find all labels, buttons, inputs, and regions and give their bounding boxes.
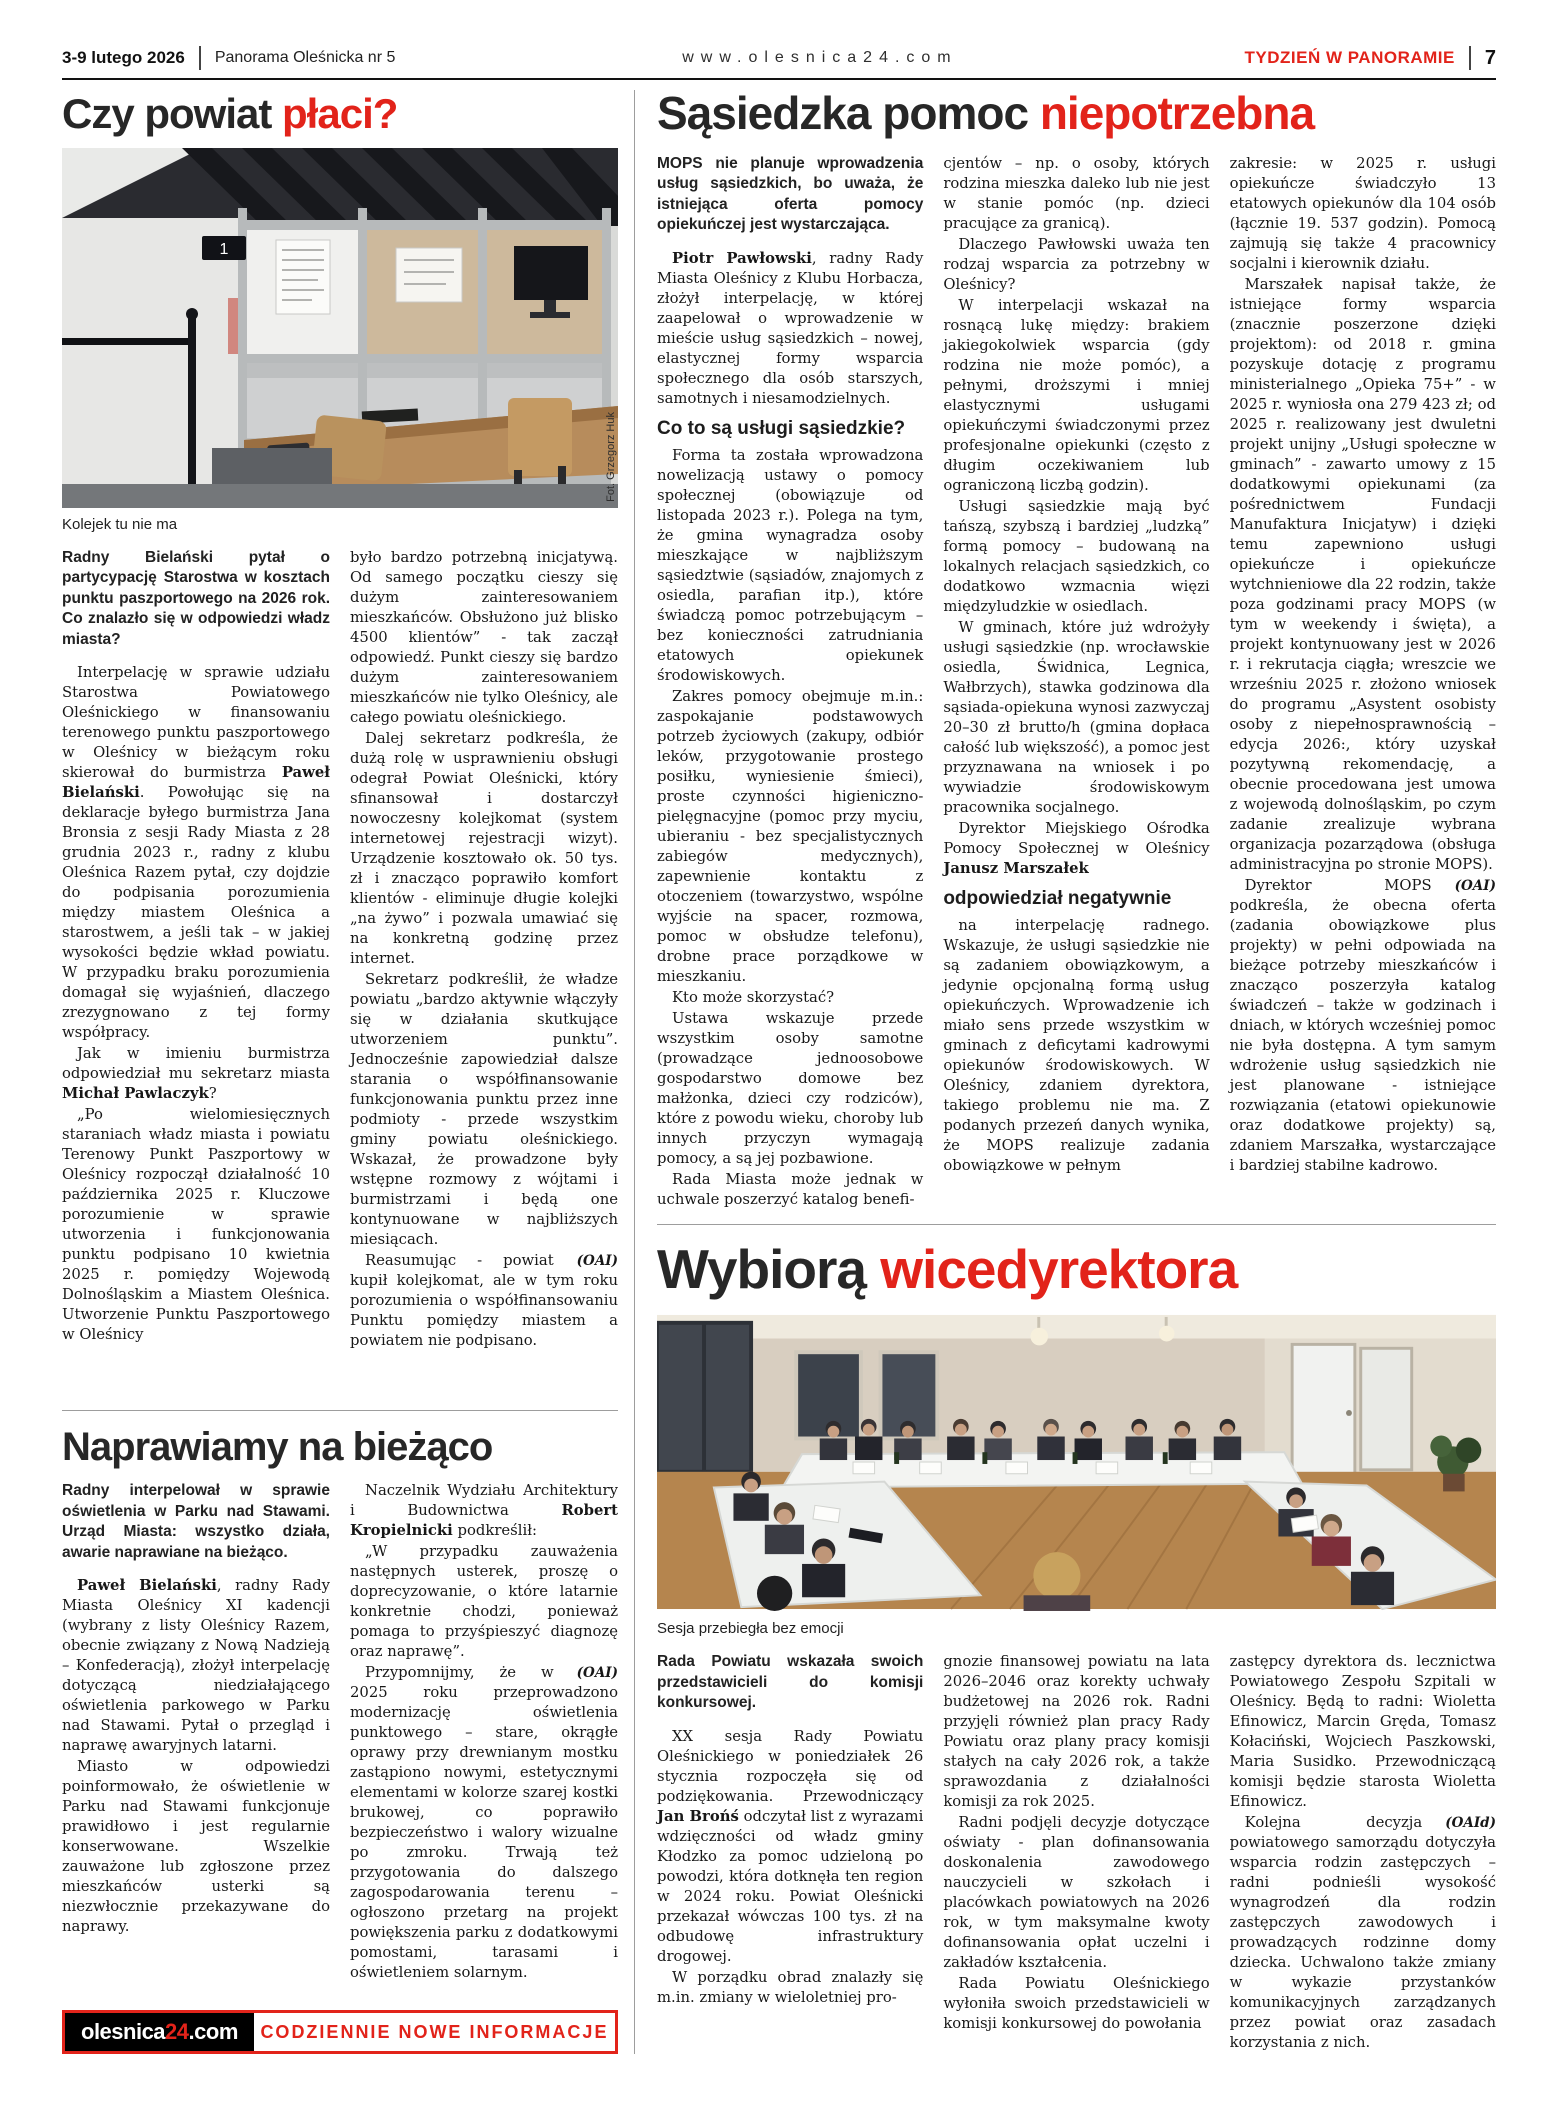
headline-red-part: płaci? [282,90,398,137]
author-sign: (OAI) [576,1252,618,1269]
author-sign: (OAI) [576,1665,618,1681]
article-wybiora [657,1224,1496,2054]
author-sign: (OAId) [1445,1815,1496,1831]
text-run: W porządku obrad znalazły się m.in. zmiany w wieloletniej pro- [657,1968,924,2006]
paragraph [62,1757,330,1937]
paragraph [62,1044,330,1104]
text-run: Ustawa wskazuje przede wszystkim osoby samotne (prowadzące jednoosobowe gospodarstwo domowe bez małżonka, dzieci czy rodziców), które z powodu wieku, choroby lub innych przyczyn wymagają pomocy, a są jej pozbawione. [657,1009,924,1167]
text-run: Kolejna decyzja powiatowego samorządu dotyczyła wsparcia rodzin zastępczych – radni podnieśli wysokość wynagrodzeń dla rodzin zastępczych zawodowych i prowadzących rodzinne domy dziecka. Uchwalono także zmiany w wykazie przystanków komunikacyjnych zarządzanych przez powiat oraz zasadach korzystania z nich. [1229,1814,1496,2051]
text-run: Radni podjęli decyzje dotyczące oświaty - plan dofinansowania doskonalenia zawodowego nauczycieli w szkołach i placówkach powiatowych na 2026 rok, w tym maksymalne kwoty dofinansowania opłat uczelni i zakładów kształcenia. [943,1814,1210,1971]
text-run: Rada Miasta może jednak w uchwale poszerzyć katalog benefi- [657,1170,924,1208]
headline-wybiora [657,1237,1496,1300]
paragraph [1230,1813,1496,2053]
article-lead: Rada Powiatu wskazała swoich przedstawicieli do komisji konkursowej. [657,1653,924,1711]
promo-bar [62,2010,618,2054]
paragraph [1230,1652,1496,1812]
text-run: XX sesja Rady Powiatu Oleśnickiego w poniedziałek 26 stycznia rozpoczęła się od podziękowania. Przewodniczący [657,1727,924,1805]
paragraph [657,1170,923,1210]
paragraph [350,1251,618,1351]
doors [1292,1344,1412,1473]
text-run: na interpelację radnego. Wskazuje, że usługi sąsiedzkie nie są zadaniem obowiązkowym, a jedynie opcjonalną formą usług opiekuńczych. Wprowadzenie ich miało sens przede wszystkim w gminach z deficytami kadrowymi opiekunów środowiskowych. W Oleśnicy, zdaniem dyrektora, takiego problemu nie ma. Z podanych przezeń danych wynika, że MOPS realizuje zadania obowiązkowe w pełnym [943,916,1210,1174]
bold-name: Piotr Pawłowski [672,249,812,267]
article-czy-powiat-columns [62,548,618,1352]
paragraph [657,1968,923,2008]
text-run: Kto może skorzystać? [672,988,835,1006]
article-lead: Radny interpelował w sprawie oświetlenia w Parku nad Stawami. Urząd Miasta: wszystko działa, awarie naprawiane na bieżąco. [62,1482,330,1561]
paragraph [943,497,1209,617]
right-section [635,87,1496,2054]
text-run: Przypomnijmy, że w 2025 roku przeprowadzono modernizację oświetlenia punktowego – stare, okrągłe oprawy przy drewnianym mostku zastąpiono nowymi, estetycznymi elementami w kolorze szarej kostki brukowej, co poprawiło bezpieczeństwo i walory wizualne po zmroku. Trwają też przygotowania do dalszego zagospodarowania terenu – ogłoszono przetarg na projekt powiększenia parku z dodatkowymi pomostami, tarasami i oświetleniem solarnym. [350,1664,618,1981]
photo-credit: Fot. Grzegorz Huk [605,411,617,502]
paragraph [350,970,618,1250]
text-column [350,548,618,1352]
text-run: Marszałek napisał także, że istniejące formy wsparcia (znacznie poszerzone dzięki projektom): od 2018 r. gmina pozyskuje dotację z programu ministerialnego „Opieka 75+” - w 2025 r. wyniosła ona 279 423 zł; od 2025 r. realizowany jest dwuletni projekt unijny „Usługi społeczne w gminach” - zawarto umowy z 15 dodatkowymi opiekunami (za pośrednictwem Fundacji Manufaktura Inicjatyw) i dzięki temu zapewniono usługi opiekuńcze i opiekuńcze wytchnieniowe dla 22 rodzin, także poza godzinami pracy MOPS (w tym w weekendy i święta), a projekt kontynuowany jest w 2026 r. i rekrutacja ciągła; wreszcie we wrześniu 2025 r. złożono wniosek do programu „Asystent osobisty osoby z niepełnosprawnością – edycja 2026:, który uzyskał pozytywną rekomendację, a obecnie procedowana jest umowa z wojewodą dolnośląskim, po czym zadanie zrealizuje wybrana organizacja pozarządowa (obsługa administracyjna po stronie MOPS). [1229,275,1496,873]
text-run: Reasumując - powiat kupił kolejkomat, ale w tym roku porozumienia o współfinansowaniu Punktu pomiędzy miastem a powiatem nie podpisano. [350,1251,618,1349]
text-column [943,154,1209,1177]
queue-number-sign [202,236,246,260]
headline-czy-powiat-placi [62,92,618,136]
article-sasiedzka-columns [657,154,1496,1211]
logo-number: 24 [165,2019,189,2044]
header-divider [1469,46,1471,70]
paragraph [943,235,1209,295]
paragraph [350,548,618,728]
article-lead: MOPS nie planuje wprowadzenia usług sąsiedzkich, bo uważa, że istniejąca oferta pomocy opiekuńczej jest wystarczająca. [657,154,924,234]
paragraph [657,687,923,987]
photo-caption: Kolejek tu nie ma [62,515,178,533]
paragraph [657,1727,923,1967]
text-run: Dalej sekretarz podkreśla, że dużą rolę w usprawnieniu obsługi odegrał Powiat Oleśnicki, który sfinansował i dostarczył nowoczesny kolejkomat (system internetowej rejestracji wizyt). Urządzenie kosztowało ok. 50 tys. zł i znacząco poprawiło komfort klientów - eliminuje długie kolejki „na żywo” i pozwala umawiać się na konkretną godzinę przez internet. [350,729,618,967]
paragraph [943,1652,1209,1812]
paragraph [943,1974,1209,2034]
text-run: Rada Powiatu Oleśnickiego wyłoniła swoich przedstawicieli w komisji konkursowej do powołania [943,1975,1210,2032]
queue-number-text: 1 [219,240,229,258]
text-column [1230,154,1496,1177]
paragraph [943,154,1209,234]
ceiling [657,1315,1496,1339]
bold-name: Paweł Bielański [62,764,330,802]
passport-office-photo-image [62,148,618,508]
issue-title: Panorama Oleśnicka nr 5 [214,49,396,66]
left-section [62,90,635,2054]
paragraph [350,729,618,969]
text-run: podkreślił: [452,1522,537,1539]
paragraph [1230,876,1496,1176]
paragraph [62,1576,330,1756]
text-column [62,1481,330,1938]
headline-red-part: wicedyrektora [880,1237,1238,1300]
page-number: 7 [1484,46,1496,69]
text-run: W gminach, które już wdrożyły usługi sąsiedzkie (np. wrocławskie osiedla, Świdnica, Legnica, Wałbrzych), stawka godzinowa dla sąsiada-opiekuna wynosi zazwyczaj 20–30 zł brutto/h (gmina dopłaca całość lub większość), a pomoc jest przyznawana na wniosek i po wywiadzie środowiskowym pracownika socjalnego. [943,618,1210,816]
paragraph [943,1813,1209,1973]
text-run: Zakres pomocy obejmuje m.in.: zaspokajanie podstawowych potrzeb życiowych (zakupy, odbiór leków, przygotowanie prostego posiłku, wyniesienie śmieci), proste czynności higieniczno-pielęgnacyjne (pomoc przy myciu, ubieraniu - bez specjalistycznych zabiegów medycznych), zapewnienie kontaktu z otoczeniem (towarzystwo, wspólne wyjście na spacer, rozmowa, pomoc w obsłudze telefonu), drobne prace porządkowe w mieszkaniu. [657,687,924,985]
text-column [62,548,330,1347]
text-run: Miasto w odpowiedzi poinformowało, że oświetlenie w Parku nad Stawami funkcjonuje prawidłowo i jest regularnie konserwowane. Wszelkie zauważone lub zgłoszone przez mieszkańców usterki są niezwłocznie przekazywane do naprawy. [62,1758,330,1935]
text-run: Interpelację w sprawie udziału Starostwa Powiatowego Oleśnickiego w finansowaniu terenowego punktu paszportowego w Oleśnicy w bieżącym roku skierował do burmistrza [62,664,330,782]
bold-name: Janusz Marszałek [943,859,1089,877]
text-run: było bardzo potrzebną inicjatywą. Od samego początku cieszy się dużym zainteresowaniem mieszkańców. Obsłużono już blisko 4500 klientów” - tak zaczął odpowiedź. Punkt cieszy się bardzo dużym zainteresowaniem mieszkańców nie tylko Oleśnicy, ale całego powiatu oleśnickiego. [350,548,619,726]
page-header [62,46,1496,80]
text-column [657,154,923,1211]
council-session-photo-image [657,1312,1496,1612]
paragraph [350,1663,618,1983]
text-run: Dyrektor MOPS podkreśla, że obecna oferta (zadania obowiązkowe plus projekty) w pełni odpowiada na bieżące potrzeby mieszkańców i znacząco poszerzyła katalog świadczeń – także w godzinach i dniach, w których wcześniej pomoc nie była dostępna. A tym samym wdrożenie usług sąsiedzkich nie jest planowane - istniejące rozwiązania (etatowi opiekunowie oraz dodatkowe projekty) są, zdaniem Marszałka, wystarczające i bardziej stabilne kadrowo. [1229,876,1496,1174]
paragraph [62,1105,330,1345]
text-run: „Po wielomiesięcznych staraniach władz miasta i powiatu Terenowy Punkt Paszportowy w Oleśnicy rozpoczął działalność 10 października 2025 r. Kluczowe porozumienie w sprawie utworzenia i funkcjonowania punktu podpisano 10 kwietnia 2025 r. pomiędzy Wojewodą Dolnośląskim a Miastem Oleśnica. Utworzenie Punktu Paszportowego w Oleśnicy [62,1106,330,1344]
headline-sasiedzka-pomoc [657,87,1496,139]
issue-date: 3-9 lutego 2026 [62,48,185,67]
logo-text: olesnica [81,2019,166,2044]
text-column [657,1652,923,2009]
text-run: gnozie finansowej powiatu na lata 2026–2046 oraz korekty uchwały budżetowej na 2026 rok. Radni przyjęli również plan pracy Rady Powiatu oraz plany pracy komisji stałych na cały 2026 rok, a także sprawozdania z działalności komisji za rok 2025. [943,1653,1210,1810]
paragraph [943,618,1209,818]
text-run: Usługi sąsiedzkie mają być tańszą, szybszą i bardziej „ludzką” formą pomocy – budowaną na lokalnych relacjach sąsiedzkich, co dodatkowo wzmacnia więzi międzyludzkie w osiedlach. [943,497,1210,615]
paragraph [943,819,1209,879]
text-run: ? [208,1085,217,1103]
text-run: W interpelacji wskazał na rosnącą lukę między: brakiem jakiegokolwiek wsparcia (gdy rodzina nie może pomóc), a pełnymi, droższymi i mniej elastycznymi usługami opiekuńczymi świadczonymi przez profesjonalne opiekunki (często z długim oczekiwaniem lub ograniczoną liczbą godzin). [943,296,1210,494]
article-naprawiamy-columns [62,1481,618,1984]
logo-domain: .com [188,2019,238,2044]
text-column [350,1481,618,1984]
text-run: „W przypadku zauważenia następnych usterek, proszę o doprecyzowanie, o które latarnie konkretnie chodzi, ponieważ pomaga to przyśpieszyć diagnozę oraz naprawę”. [350,1543,618,1660]
headline-black-part: Czy powiat [62,90,283,137]
paragraph [657,988,923,1008]
text-run: Dlaczego Pawłowski uważa ten rodzaj wsparcia za potrzebny w Oleśnicy? [943,235,1210,293]
paragraph [62,663,330,1043]
text-run: Jak w imieniu burmistrza odpowiedział mu sekretarz miasta [62,1045,330,1083]
bold-name: Jan Brońś [657,1807,739,1825]
article-wybiora-columns [657,1652,1496,2054]
headline-black-part: Sąsiedzka pomoc [657,87,1040,139]
text-run: , radny Rady Miasta Oleśnicy XI kadencji (wybrany z listy Oleśnicy Razem, obecnie związany z Nową Nadzieją – Konfederacją), złożył interpelację dotyczącą niedziałającego oświetlenia parkowego w Parku nad Stawami. Pytał o przegląd i naprawę awaryjnych latarni. [62,1577,330,1754]
paragraph [657,249,923,409]
paragraph [1230,275,1496,875]
text-run: Sekretarz podkreślił, że władze powiatu „bardzo aktywnie włączyły się w działania skutkujące utworzeniem punktu”. Jednocześnie zapowiedział dalsze starania o współfinansowanie funkcjonowania punktu przez inne podmioty - przede wszystkim gminy powiatu oleśnickiego. Wskazał, że prowadzone były wstępne rozmowy z wójtami i burmistrzami i będą one kontynuowane w najbliższych miesiącach. [350,970,618,1248]
author-sign: (OAI) [1454,877,1496,894]
headline-red-part: niepotrzebna [1039,87,1315,139]
bold-name: Robert Kropielnicki [350,1502,618,1539]
text-run: Dyrektor Miejskiego Ośrodka Pomocy Społecznej w Oleśnicy [943,819,1210,857]
text-column [943,1652,1209,2035]
olesnica24-logo [65,2013,254,2051]
subheadline: odpowiedział negatywnie [943,887,1172,909]
article-lead: Radny Bielański pytał o partycypację Starostwa w kosztach punktu paszportowego na 2026 rok. Co znalazło się w odpowiedzi władz miasta? [62,548,330,648]
headline-black-part: Wybiorą [657,1237,881,1300]
page-content [62,87,1496,2054]
paragraph [350,1481,618,1541]
section-title: TYDZIEŃ W PANORAMIE [1244,48,1455,67]
bold-name: Michał Pawlaczyk [62,1085,209,1103]
text-run: zastępcy dyrektora ds. lecznictwa Powiatowego Zespołu Szpitali w Oleśnicy. Będą to radni: Wioletta Efinowicz, Marcin Gręda, Tomasz Kołaciński, Wojciech Paszkowski, Maria Susidko. Przewodniczącą komisji będzie starosta Wioletta Efinowicz. [1229,1653,1496,1810]
website-url: www.olesnica24.com [682,49,958,66]
text-run: . Powołując się na deklaracje byłego burmistrza Jana Bronsia z sesji Rady Miasta z 28 grudnia 2023 r., radny z klubu Oleśnica Razem pytał, czy dojdzie do podpisania porozumienia między miastem Oleśnica a starostwem, a jeśli tak – w jakiej wysokości będzie wkład powiatu. W przypadku braku porozumienia domagał się wyjaśnień, dlaczego zrezygnowano z tej formy współpracy. [62,784,330,1042]
photo-caption: Sesja przebiegła bez emocji [657,1620,844,1637]
text-run: Naczelnik Wydziału Architektury i Budownictwa [350,1482,618,1519]
paragraph [657,446,923,686]
passport-office-photo [62,148,618,508]
council-session-photo [657,1312,1496,1612]
paragraph [1230,154,1496,274]
subheadline: Co to są usługi sąsiedzkie? [657,417,906,439]
paragraph [657,1009,923,1169]
text-run: , radny Rady Miasta Oleśnicy z Klubu Horbacza, złożył interpelację, w której zaapelował o wprowadzenie w mieście usług sąsiedzkich – nowej, elastycznej formy wsparcia społecznego dla osób starszych, samotnych i niesamodzielnych. [657,249,924,407]
promo-text: CODZIENNIE NOWE INFORMACJE [254,2013,615,2051]
header-divider [199,46,201,70]
headline-naprawiamy: Naprawiamy na bieżąco [62,1425,493,1470]
text-run: Forma ta została wprowadzona nowelizacją ustawy o pomocy społecznej (obowiązuje od listopada 2023 r.). Polega na tym, że gmina wynagradza osoby mieszkające w najbliższym sąsiedztwie (sąsiadów, znajomych z osiedla, parafian itp.), które świadczą pomoc potrzebującym – bez konieczności zatrudniania etatowych opiekunek środowiskowych. [657,446,924,684]
text-column [1230,1652,1496,2054]
text-run: cjentów – np. o osoby, których rodzina mieszka daleko lub nie jest w stanie pomóc (np. dzieci pracujące za granicą). [943,154,1210,232]
bold-name: Paweł Bielański [77,1577,217,1594]
text-run: odczytał list z wyrazami wdzięczności od władz gminy Kłodzko za pomoc udzieloną po powodzi, która dotknęła ten region w 2024 roku. Powiat Oleśnicki przekazał wówczas 100 tys. zł na odbudowę infrastruktury drogowej. [657,1807,924,1965]
text-run: zakresie: w 2025 r. usługi opiekuńcze świadczyło 13 etatowych opiekunów dla 104 osób (łącznie 19. 537 godzin). Pomocą zajmują się także 4 pracownicy socjalni i kierownik działu. [1229,154,1496,272]
ceiling-baffles [62,148,618,226]
paragraph [350,1542,618,1662]
paragraph [943,916,1209,1176]
article-naprawiamy [62,1410,618,1984]
paragraph [943,296,1209,496]
